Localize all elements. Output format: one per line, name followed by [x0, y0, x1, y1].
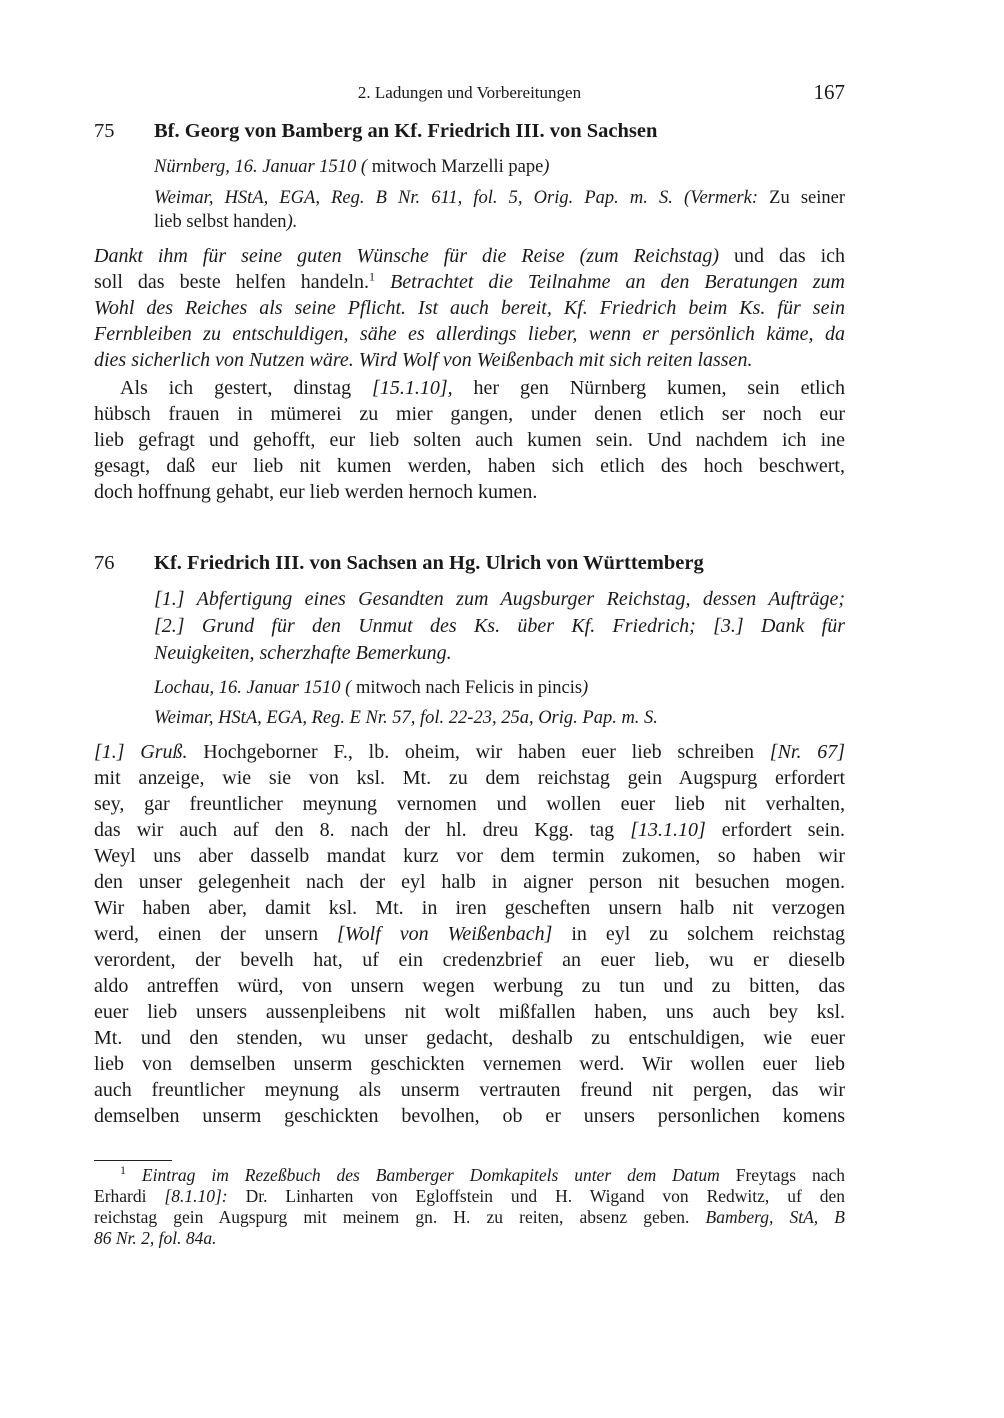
text: lieb gefragt und gehofft, eur lieb solten auch kumen sein. Und nachdem ich ine: [94, 429, 845, 451]
italic-text: [15.1.10],: [372, 377, 453, 399]
italic-text: Lochau, 16. Januar 1510 (: [154, 678, 352, 698]
entry-75-text: [94, 375, 845, 505]
text: mitwoch nach Felicis in pincis: [351, 678, 583, 698]
entry-number: 75: [94, 120, 115, 142]
italic-text: [Wolf von Weißenbach]: [337, 923, 553, 945]
italic-text: Weimar, HStA, EGA, Reg. B Nr. 611, fol. 5, Orig. Pap. m. S. (Vermerk:: [154, 188, 759, 208]
text: gesagt, daß eur lieb nit kumen werden, haben sich etlich des hoch beschwert,: [94, 455, 845, 477]
text: reichstag gein Augspurg mit meinem gn. H. zu reiten, absenz geben.: [94, 1207, 706, 1227]
text: den unser gelegenheit nach der eyl halb in aigner person nit besuchen mogen.: [94, 871, 845, 893]
text: lieb von demselben unserm geschickten vernemen werd. Wir wollen euer lieb: [94, 1053, 845, 1075]
text-line: [94, 869, 845, 895]
text: Weyl uns aber dasselb mandat kurz vor dem termin zukomen, so haben wir: [94, 845, 845, 867]
entry-76-source: [154, 706, 845, 730]
text-line: [154, 706, 845, 730]
text-line: [154, 640, 845, 667]
italic-text: Nürnberg, 16. Januar 1510 (: [154, 157, 368, 177]
running-title: 2. Ladungen und Vorbereitungen: [357, 83, 582, 102]
text-line: [94, 843, 845, 869]
footnote-marker: 1: [120, 1165, 126, 1178]
footnote-marker: 1: [369, 269, 376, 284]
entry-76-heading: [94, 552, 845, 575]
italic-text: Bamberg, StA, B: [705, 1207, 845, 1227]
entry-75-summary: [94, 243, 845, 373]
text: Zu seiner: [758, 188, 845, 208]
text: auch freuntlicher meynung als unserm vertrauten freund nit pergen, das wir: [94, 1079, 845, 1101]
text-line: [94, 765, 845, 791]
entry-title: Bf. Georg von Bamberg an Kf. Friedrich III. von Sachsen: [154, 120, 658, 142]
text-line: [94, 1228, 845, 1249]
italic-text: Dankt ihm für seine guten Wünsche für die Reise (zum Reichstag): [94, 245, 720, 267]
italic-text: ): [543, 157, 550, 177]
page-header: [94, 80, 845, 108]
italic-text: Neuigkeiten, scherzhafte Bemerkung.: [154, 642, 452, 664]
italic-text: 86 Nr. 2, fol. 84a.: [94, 1228, 217, 1248]
text-line: [154, 210, 845, 234]
text-line: [94, 739, 845, 765]
text: Dr. Linharten von Egloffstein und H. Wigand von Redwitz, uf den: [227, 1186, 845, 1206]
italic-text: Fernbleiben zu entschuldigen, sähe es allerdings lieber, wenn er persönlich käme, da: [94, 323, 845, 345]
text: Wir haben aber, damit ksl. Mt. in iren gescheften unsern halb nit verzogen: [94, 897, 845, 919]
entry-75-heading: [94, 120, 845, 143]
text-line: [94, 347, 845, 373]
text-line: [94, 1165, 845, 1186]
italic-text: [1.] Gruß.: [94, 741, 188, 763]
text-line: [94, 1207, 845, 1228]
text: Erhardi: [94, 1186, 165, 1206]
text-line: [94, 269, 845, 295]
text: euer lieb unsers aussenpleibens nit wolt mißfallen haben, uns auch bey ksl.: [94, 1001, 845, 1023]
text-line: [94, 1186, 845, 1207]
text-line: [154, 155, 845, 179]
entry-75-source: [154, 186, 845, 234]
text: und das ich: [719, 245, 845, 267]
italic-text: [13.1.10]: [630, 819, 706, 841]
text: Mt. und den stenden, wu unser gedacht, deshalb zu entschuldigen, wie euer: [94, 1027, 845, 1049]
text: verordent, der bevelh hat, uf ein credenzbrief an euer lieb, wu er dieselb: [94, 949, 845, 971]
text-line: [94, 921, 845, 947]
text: doch hoffnung gehabt, eur lieb werden hernoch kumen.: [94, 481, 538, 503]
entry-75-date: [154, 155, 845, 179]
text-line: [94, 321, 845, 347]
text-line: [94, 1103, 845, 1129]
text-line: [154, 676, 845, 700]
text: aldo antreffen würd, von unsern wegen werbung zu tun und zu bitten, das: [94, 975, 845, 997]
text-line: [94, 817, 845, 843]
text: demselben unserm geschickten bevolhen, ob er unsers personlichen komens: [94, 1105, 845, 1127]
text-line: [94, 895, 845, 921]
text-line: [94, 427, 845, 453]
italic-text: [Nr. 67]: [769, 741, 845, 763]
entry-76-date: [154, 676, 845, 700]
text-line: [94, 401, 845, 427]
text-line: [94, 1077, 845, 1103]
text: hübsch frauen in mümerei zu mier gangen, under denen etlich ser noch eur: [94, 403, 845, 425]
text: Freytags nach: [719, 1165, 845, 1185]
text: lieb selbst handen: [154, 212, 287, 232]
text-line: [94, 947, 845, 973]
entry-76-regest: [154, 586, 845, 667]
text: sey, gar freuntlicher meynung vernomen und wollen euer lieb nit verhalten,: [94, 793, 845, 815]
italic-text: Eintrag im Rezeßbuch des Bamberger Domkapitels unter dem Datum: [126, 1165, 720, 1185]
footnote-1: [94, 1165, 845, 1249]
text-line: [94, 999, 845, 1025]
italic-text: [8.1.10]:: [164, 1186, 228, 1206]
text: Als ich gestert, dinstag: [120, 377, 373, 399]
text: das wir auch auf den 8. nach der hl. dreu Kgg. tag: [94, 819, 631, 841]
entry-number: 76: [94, 552, 115, 574]
text-line: [154, 586, 845, 613]
footnote-rule: [94, 1160, 172, 1161]
italic-text: Betrachtet die Teilnahme an den Beratungen zum: [375, 271, 845, 293]
italic-text: Weimar, HStA, EGA, Reg. E Nr. 57, fol. 22-23, 25a, Orig. Pap. m. S.: [154, 708, 658, 728]
text-line: [154, 186, 845, 210]
text-line: [94, 243, 845, 269]
text: mitwoch Marzelli pape: [367, 157, 544, 177]
text-line: [94, 1051, 845, 1077]
text: mit anzeige, wie sie von ksl. Mt. zu dem reichstag gein Augspurg erfordert: [94, 767, 845, 789]
italic-text: [1.] Abfertigung eines Gesandten zum Augsburger Reichstag, dessen Aufträge;: [154, 588, 845, 610]
italic-text: [2.] Grund für den Unmut des Ks. über Kf. Friedrich; [3.] Dank für: [154, 615, 845, 637]
text-line: [94, 453, 845, 479]
text: in eyl zu solchem reichstag: [552, 923, 845, 945]
text: her gen Nürnberg kumen, sein etlich: [452, 377, 845, 399]
text: soll das beste helfen handeln.: [94, 271, 370, 293]
italic-text: ): [582, 678, 589, 698]
page-number: 167: [813, 80, 845, 104]
text-line: [94, 973, 845, 999]
text-line: [94, 375, 845, 401]
entry-76-text: [94, 739, 845, 1129]
text-line: [94, 1025, 845, 1051]
text: erfordert sein.: [705, 819, 845, 841]
text: Hochgeborner F., lb. oheim, wir haben euer lieb schreiben: [187, 741, 770, 763]
italic-text: ).: [286, 212, 298, 232]
text-line: [94, 791, 845, 817]
entry-title: Kf. Friedrich III. von Sachsen an Hg. Ulrich von Württemberg: [154, 552, 704, 574]
italic-text: dies sicherlich von Nutzen wäre. Wird Wolf von Weißenbach mit sich reiten lassen.: [94, 349, 753, 371]
italic-text: Wohl des Reiches als seine Pflicht. Ist auch bereit, Kf. Friedrich beim Ks. für sein: [94, 297, 845, 319]
text: werd, einen der unsern: [94, 923, 338, 945]
text-line: [94, 479, 845, 505]
text-line: [94, 295, 845, 321]
text-line: [154, 613, 845, 640]
